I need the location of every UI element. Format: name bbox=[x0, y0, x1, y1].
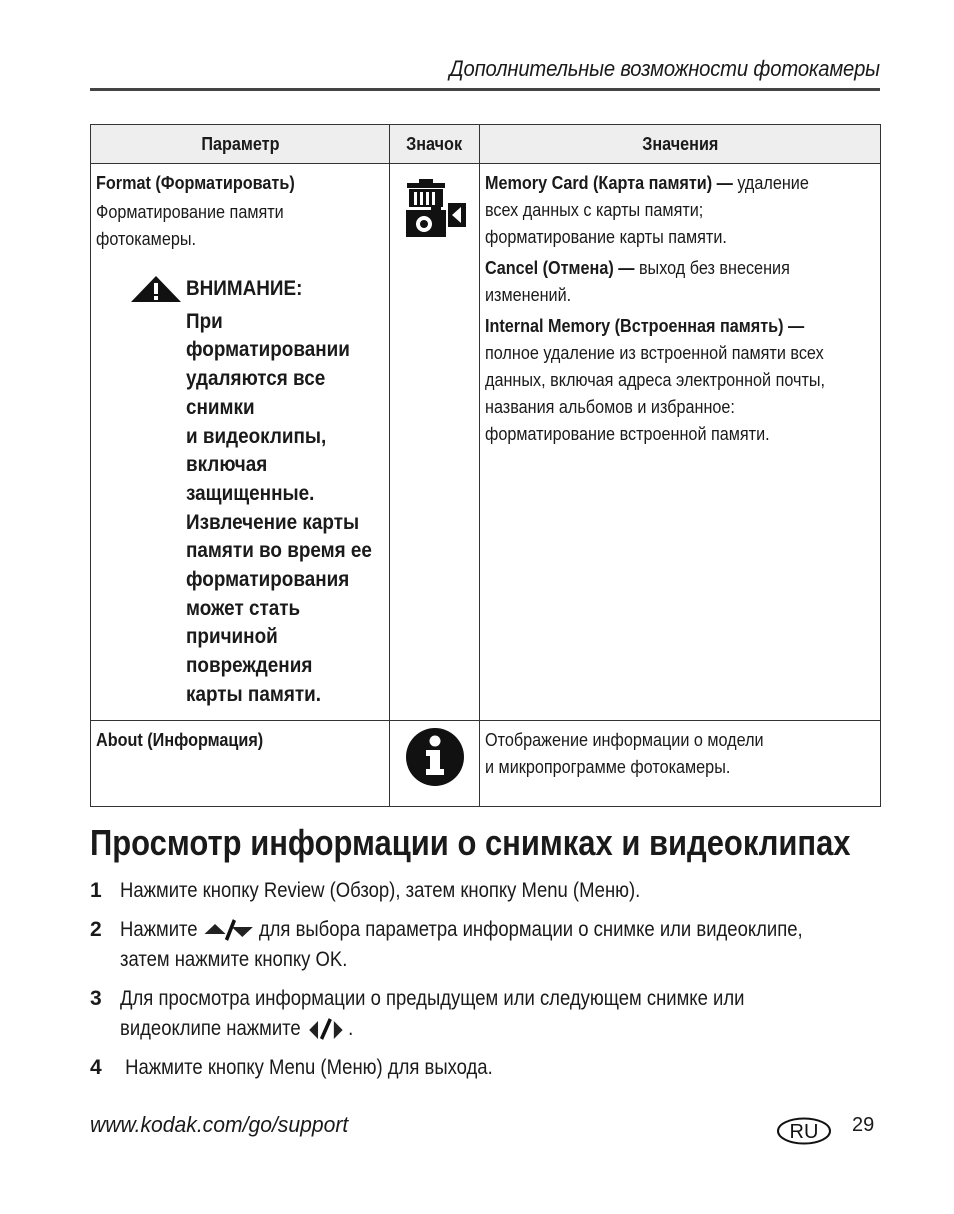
left-right-arrows-icon bbox=[306, 1018, 348, 1040]
column-header-icon: Значок bbox=[390, 125, 480, 164]
param-cell bbox=[91, 721, 390, 807]
language-badge bbox=[776, 1116, 832, 1146]
list-item: 3 Для просмотра информации о предыдущем или следующем снимке или видеоклипе нажмите . bbox=[90, 987, 745, 1040]
parameters-table bbox=[90, 124, 881, 807]
icon-cell bbox=[390, 721, 480, 807]
trash-camera-icon bbox=[403, 178, 467, 240]
param-desc-line: фотокамеры. bbox=[96, 229, 196, 249]
values-cell: Отображение информации о модели и микропрограмме фотокамеры. bbox=[480, 721, 881, 807]
value-item-internal-memory: Internal Memory (Встроенная память) — полное удаление из встроенной памяти всех данных, включая адреса электронной почты, названия альбомов и избранное: форматирование встроенной памяти. bbox=[485, 316, 826, 444]
value-item-cancel: Cancel (Отмена) — выход без внесения изменений. bbox=[485, 258, 790, 305]
values-cell bbox=[480, 164, 881, 721]
page-number: 29 bbox=[852, 1114, 875, 1136]
list-item: 4 Нажмите кнопку Menu (Меню) для выхода. bbox=[90, 1056, 493, 1079]
list-item: 1 Нажмите кнопку Review (Обзор), затем кнопку Menu (Меню). bbox=[90, 879, 641, 902]
icon-cell bbox=[390, 164, 480, 721]
table-row bbox=[91, 164, 881, 721]
running-header: Дополнительные возможности фотокамеры bbox=[449, 56, 880, 81]
param-name: About (Информация) bbox=[96, 730, 264, 750]
support-url: www.kodak.com/go/support bbox=[90, 1112, 349, 1137]
header-rule bbox=[90, 88, 880, 91]
param-desc-line: Форматирование памяти bbox=[96, 202, 284, 222]
value-item-memory-card: Memory Card (Карта памяти) — удаление всех данных с карты памяти; форматирование карты памяти. bbox=[485, 173, 809, 247]
up-down-arrows-icon bbox=[203, 919, 254, 941]
table-header-row bbox=[91, 125, 881, 164]
section-title: Просмотр информации о снимках и видеоклипах bbox=[90, 822, 851, 863]
column-header-values: Значения bbox=[480, 125, 881, 164]
info-icon bbox=[405, 727, 465, 787]
language-code: RU bbox=[789, 1121, 819, 1143]
warning-text: При форматировании удаляются все снимки и видеоклипы, включая защищенные. Извлечение карты памяти во время ее форматирования может стать причиной повреждения карты памяти. bbox=[186, 309, 372, 706]
steps-list bbox=[90, 876, 890, 1083]
column-header-param: Параметр bbox=[91, 125, 390, 164]
warning-block bbox=[96, 275, 384, 710]
param-name: Format (Форматировать) bbox=[96, 173, 295, 193]
warning-icon bbox=[130, 275, 182, 303]
warning-label: ВНИМАНИЕ: bbox=[186, 277, 303, 300]
list-item: 2 Нажмите для выбора параметра информации о снимке или видеоклипе, затем нажмите кнопку OK. bbox=[90, 918, 803, 971]
param-cell bbox=[91, 164, 390, 721]
table-row bbox=[91, 721, 881, 807]
